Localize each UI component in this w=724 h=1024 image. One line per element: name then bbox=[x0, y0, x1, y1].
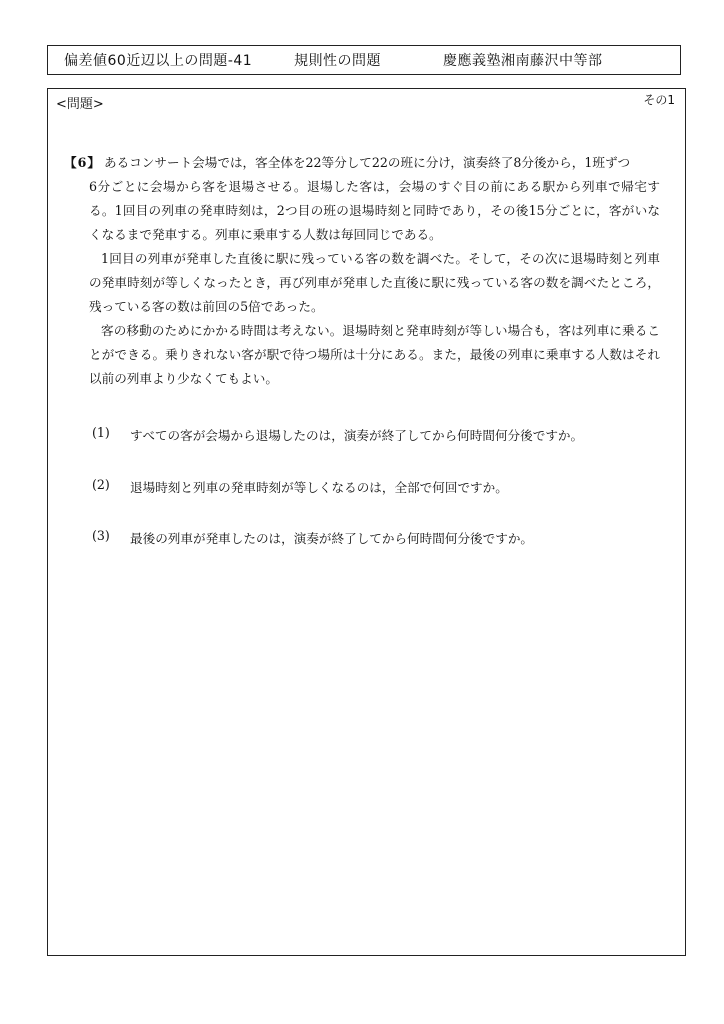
header-box bbox=[47, 45, 681, 75]
question-3-text: 最後の列車が発車したのは，演奏が終了してから何時間何分後ですか。 bbox=[130, 531, 533, 546]
problem-first-line bbox=[64, 151, 660, 175]
page-mark: その1 bbox=[643, 93, 675, 107]
problem-label: <問題> bbox=[56, 97, 104, 112]
question-3 bbox=[92, 528, 533, 547]
question-1 bbox=[92, 425, 583, 444]
header-topic: 規則性の問題 bbox=[294, 53, 381, 69]
question-2-text: 退場時刻と列車の発車時刻が等しくなるのは，全部で何回ですか。 bbox=[130, 480, 508, 495]
question-1-text: すべての客が会場から退場したのは，演奏が終了してから何時間何分後ですか。 bbox=[130, 428, 584, 443]
problem-paragraph-3: 客の移動のためにかかる時間は考えない。退場時刻と発車時刻が等しい場合も，客は列車に乗ることができる。乗りきれない客が駅で待つ場所は十分にある。また，最後の列車に乗車する人数はそれ以前の列車より少なくてもよい。 bbox=[89, 323, 660, 386]
question-3-number: (3) bbox=[92, 528, 110, 543]
problem-paragraph-2: 1回目の列車が発車した直後に駅に残っている客の数を調べた。そして，その次に退場時刻と列車の発車時刻が等しくなったとき，再び列車が発車した直後に駅に残っている客の数を調べたところ，残っている客の数は前回の5倍であった。 bbox=[89, 251, 660, 314]
header-series: 偏差値60近辺以上の問題-41 bbox=[64, 53, 253, 69]
question-2 bbox=[92, 477, 508, 496]
problem-sheet bbox=[47, 88, 686, 956]
question-2-number: (2) bbox=[92, 477, 110, 492]
problem-first-line-text: あるコンサート会場では，客全体を22等分して22の班に分け，演奏終了8分後から，1班ずつ bbox=[104, 155, 631, 170]
question-1-number: (1) bbox=[92, 425, 110, 440]
problem-number: 【6】 bbox=[64, 155, 101, 170]
problem-statement bbox=[64, 151, 660, 391]
problem-paragraph-1: 6分ごとに会場から客を退場させる。退場した客は，会場のすぐ目の前にある駅から列車で帰宅する。1回目の列車の発車時刻は，2つ目の班の退場時刻と同時であり，その後15分ごとに，客がいなくなるまで発車する。列車に乗車する人数は毎回同じである。 bbox=[89, 179, 660, 242]
header-school: 慶應義塾湘南藤沢中等部 bbox=[443, 53, 603, 69]
